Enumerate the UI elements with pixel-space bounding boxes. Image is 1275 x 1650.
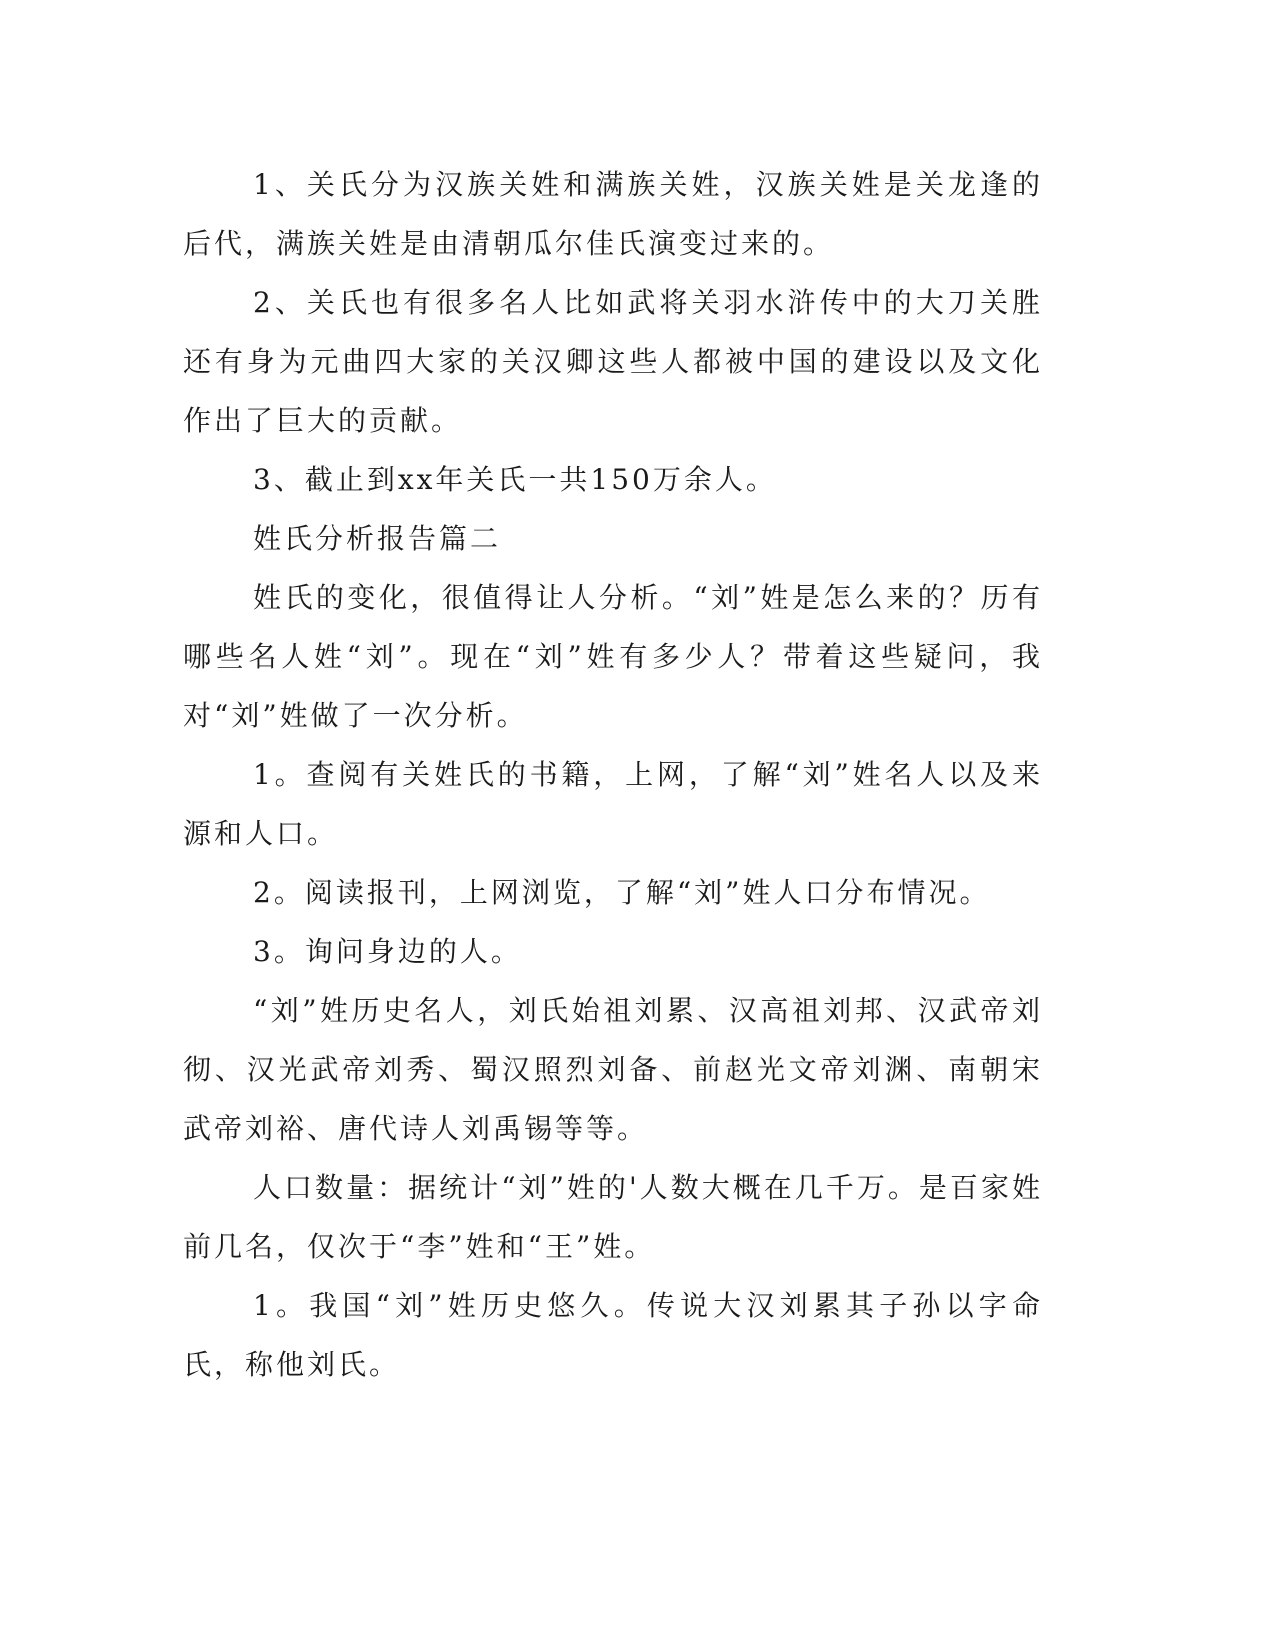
paragraph-method-3: 3。询问身边的人。 <box>253 935 522 968</box>
document-body <box>183 155 1043 1394</box>
paragraph-guan-population: 3、截止到xx年关氏一共150万余人。 <box>253 463 777 496</box>
paragraph-liu-famous: “刘”姓历史名人，刘氏始祖刘累、汉高祖刘邦、汉武帝刘彻、汉光武帝刘秀、蜀汉照烈刘备、前赵光文帝刘渊、南朝宋武帝刘裕、唐代诗人刘禹锡等等。 <box>183 994 1043 1145</box>
section-heading: 姓氏分析报告篇二 <box>253 522 502 555</box>
paragraph-guan-famous: 2、关氏也有很多名人比如武将关羽水浒传中的大刀关胜还有身为元曲四大家的关汉卿这些人都被中国的建设以及文化作出了巨大的贡献。 <box>183 286 1043 437</box>
paragraph-liu-intro: 姓氏的变化，很值得让人分析。“刘”姓是怎么来的？历有哪些名人姓“刘”。现在“刘”姓有多少人？带着这些疑问，我对“刘”姓做了一次分析。 <box>183 581 1043 732</box>
paragraph-liu-history: 1。我国“刘”姓历史悠久。传说大汉刘累其子孙以字命氏，称他刘氏。 <box>183 1289 1043 1381</box>
paragraph-method-2: 2。阅读报刊，上网浏览，了解“刘”姓人口分布情况。 <box>253 876 991 909</box>
paragraph-method-1: 1。查阅有关姓氏的书籍，上网，了解“刘”姓名人以及来源和人口。 <box>183 758 1043 850</box>
paragraph-liu-population: 人口数量：据统计“刘”姓的'人数大概在几千万。是百家姓前几名，仅次于“李”姓和“王”姓。 <box>183 1171 1043 1263</box>
paragraph-guan-origin: 1、关氏分为汉族关姓和满族关姓，汉族关姓是关龙逢的后代，满族关姓是由清朝瓜尔佳氏演变过来的。 <box>183 168 1043 260</box>
